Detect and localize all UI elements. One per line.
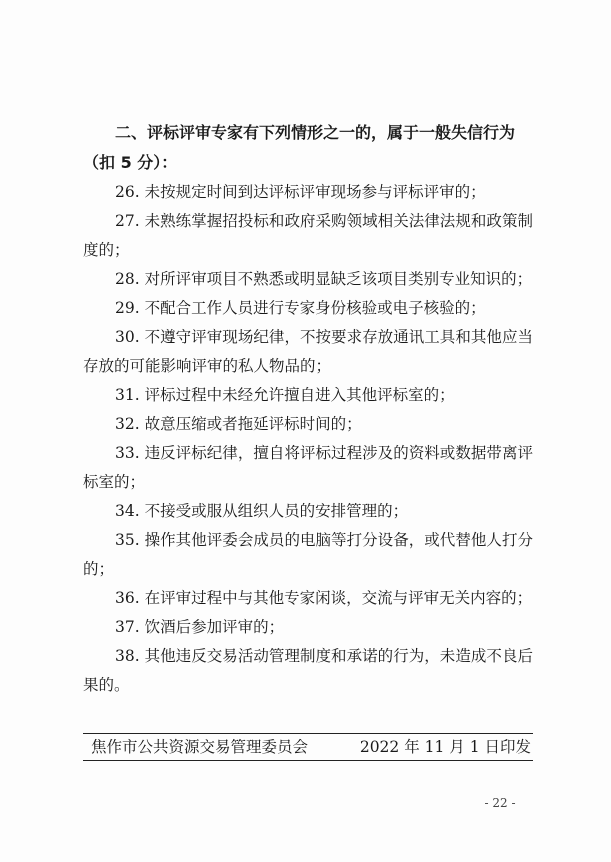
list-item: 29. 不配合工作人员进行专家身份核验或电子核验的；	[115, 299, 486, 317]
issuer-name: 焦作市公共资源交易管理委员会	[91, 738, 309, 756]
list-item: 32. 故意压缩或者拖延评标时间的；	[115, 415, 362, 433]
issue-date: 2022 年 11 月 1 日印发	[359, 738, 531, 756]
list-item: 35. 操作其他评委会成员的电脑等打分设备，或代替他人打分的；	[83, 531, 533, 578]
list-item: 33. 违反评标纪律，擅自将评标过程涉及的资料或数据带离评标室的；	[83, 444, 533, 491]
list-item: 26. 未按规定时间到达评标评审现场参与评标评审的；	[115, 183, 486, 201]
footer-bottom-rule	[83, 760, 533, 761]
issuance-footer	[91, 735, 531, 759]
list-item: 31. 评标过程中未经允许擅自进入其他评标室的；	[115, 386, 455, 404]
list-item: 30. 不遵守评审现场纪律，不按要求存放通讯工具和其他应当存放的可能影响评审的私人物品的；	[83, 328, 533, 375]
list-item: 27. 未熟练掌握招投标和政府采购领域相关法律法规和政策制度的；	[83, 212, 533, 259]
section-heading: 二、评标评审专家有下列情形之一的，属于一般失信行为（扣 5 分）：	[83, 123, 516, 172]
page-content	[83, 118, 533, 700]
list-item: 38. 其他违反交易活动管理制度和承诺的行为，未造成不良后果的。	[83, 647, 533, 694]
page-number: - 22 -	[484, 796, 516, 810]
list-item: 37. 饮酒后参加评审的；	[115, 618, 285, 636]
list-item: 34. 不接受或服从组织人员的安排管理的；	[115, 502, 409, 520]
list-item: 36. 在评审过程中与其他专家闲谈，交流与评审无关内容的；	[115, 589, 533, 607]
list-item: 28. 对所评审项目不熟悉或明显缺乏该项目类别专业知识的；	[115, 270, 533, 288]
footer-top-rule	[83, 733, 533, 734]
